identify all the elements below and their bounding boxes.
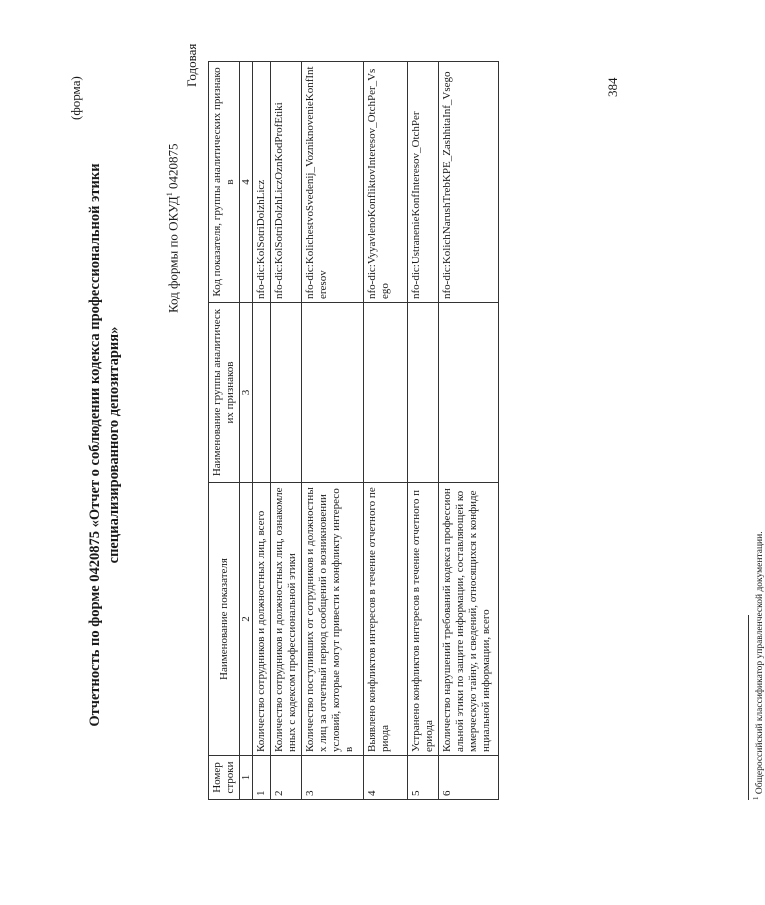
okud-footnote-mark: 1 — [165, 192, 174, 197]
header-row — [209, 62, 240, 800]
table-row — [364, 62, 408, 800]
footnote-text: Общероссийский классификатор управленческой документации. — [755, 531, 765, 795]
footnote — [752, 531, 765, 800]
title-line-2: специализированного депозитария» — [106, 326, 122, 564]
column-number: 4 — [240, 62, 253, 303]
indicator-name: Количество нарушений требований кодекса профессиональной этики по защите информации, составляющей коммерческую тайну, и сведений, относящихся к конфиденциальной информации, всего — [439, 483, 499, 756]
indicator-name: Количество поступивших от сотрудников и должностных лиц за отчетный период сообщений о возникновении условий, которые могут привести к конфликту интересов — [302, 483, 364, 756]
document-title — [86, 85, 124, 805]
group-name — [302, 303, 364, 483]
column-number: 2 — [240, 483, 253, 756]
table-row — [253, 62, 271, 800]
indicator-code: nfo-dic:VyyavlenoKonfliktovInteresov_OtchPer_Vsego — [364, 62, 408, 303]
table-row — [271, 62, 302, 800]
row-number: 6 — [439, 756, 499, 800]
row-number: 3 — [302, 756, 364, 800]
table-row — [302, 62, 364, 800]
table-row — [408, 62, 439, 800]
indicator-code: nfo-dic:KolSotriDolzhLiczOznKodProfEtiki — [271, 62, 302, 303]
footnote-mark: 1 — [752, 796, 760, 800]
column-number-row — [240, 62, 253, 800]
page-number: 384 — [605, 77, 620, 97]
group-name — [253, 303, 271, 483]
title-line-1: Отчетность по форме 0420875 «Отчет о соблюдении кодекса профессиональной этики — [87, 163, 103, 727]
indicator-code: nfo-dic:UstranenieKonfInteresov_OtchPer — [408, 62, 439, 303]
indicator-name: Выявлено конфликтов интересов в течение отчетного периода — [364, 483, 408, 756]
header-group-name: Наименование группы аналитических признаков — [209, 303, 240, 483]
row-number: 4 — [364, 756, 408, 800]
okud-code: 0420875 — [165, 143, 181, 190]
group-name — [271, 303, 302, 483]
indicator-name: Устранено конфликтов интересов в течение отчетного периода — [408, 483, 439, 756]
period-label: Годовая — [184, 43, 199, 87]
header-row-number: Номер строки — [209, 756, 240, 800]
row-number: 1 — [253, 756, 271, 800]
group-name — [439, 303, 499, 483]
group-name — [364, 303, 408, 483]
column-number: 3 — [240, 303, 253, 483]
report-table — [208, 61, 499, 800]
indicator-code: nfo-dic:KolSotriDolzhLicz — [253, 62, 271, 303]
column-number: 1 — [240, 756, 253, 800]
header-indicator-name: Наименование показателя — [209, 483, 240, 756]
table-row — [439, 62, 499, 800]
indicator-name: Количество сотрудников и должностных лиц, всего — [253, 483, 271, 756]
header-code: Код показателя, группы аналитических признаков — [209, 62, 240, 303]
form-label: (форма) — [68, 76, 83, 120]
row-number: 2 — [271, 756, 302, 800]
okud-code-line — [165, 144, 181, 313]
okud-label: Код формы по ОКУД — [165, 196, 181, 313]
group-name — [408, 303, 439, 483]
indicator-name: Количество сотрудников и должностных лиц, ознакомленных с кодексом профессиональной этики — [271, 483, 302, 756]
indicator-code: nfo-dic:KolichestvoSvedenij_VozniknovenieKonfInteresov — [302, 62, 364, 303]
indicator-code: nfo-dic:KolichNarushTrebKPE_ZashhitaInf_Vsego — [439, 62, 499, 303]
footnote-divider — [748, 615, 749, 800]
row-number: 5 — [408, 756, 439, 800]
